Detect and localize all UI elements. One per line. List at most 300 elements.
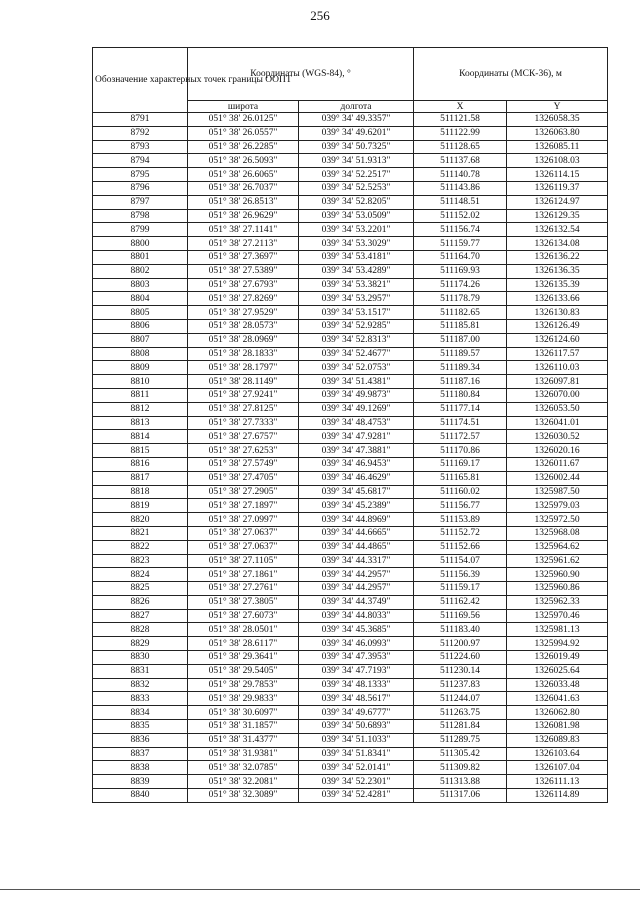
x-cell: 511164.70: [414, 250, 507, 264]
y-cell: 1325962.33: [507, 595, 608, 609]
latitude-cell: 051° 38' 29.9833": [188, 692, 299, 706]
table-row: [93, 375, 608, 389]
table-row: [93, 595, 608, 609]
point-id-cell: 8832: [93, 678, 188, 692]
x-cell: 511178.79: [414, 292, 507, 306]
latitude-cell: 051° 38' 27.3697": [188, 250, 299, 264]
table-row: [93, 402, 608, 416]
longitude-cell: 039° 34' 51.1033": [299, 733, 414, 747]
latitude-cell: 051° 38' 32.3089": [188, 789, 299, 803]
table-row: [93, 250, 608, 264]
latitude-cell: 051° 38' 26.0557": [188, 126, 299, 140]
latitude-cell: 051° 38' 27.2905": [188, 485, 299, 499]
longitude-cell: 039° 34' 51.8341": [299, 747, 414, 761]
table-row: [93, 637, 608, 651]
x-cell: 511170.86: [414, 444, 507, 458]
point-id-cell: 8823: [93, 554, 188, 568]
y-cell: 1325972.50: [507, 513, 608, 527]
latitude-cell: 051° 38' 31.9381": [188, 747, 299, 761]
x-cell: 511174.26: [414, 278, 507, 292]
table-row: [93, 540, 608, 554]
longitude-cell: 039° 34' 45.3685": [299, 623, 414, 637]
y-cell: 1326133.66: [507, 292, 608, 306]
x-cell: 511122.99: [414, 126, 507, 140]
latitude-cell: 051° 38' 31.4377": [188, 733, 299, 747]
y-cell: 1325979.03: [507, 499, 608, 513]
latitude-cell: 051° 38' 27.5749": [188, 457, 299, 471]
longitude-cell: 039° 34' 48.5617": [299, 692, 414, 706]
x-cell: 511187.16: [414, 375, 507, 389]
table-row: [93, 775, 608, 789]
y-cell: 1326020.16: [507, 444, 608, 458]
y-cell: 1326117.57: [507, 347, 608, 361]
point-id-cell: 8826: [93, 595, 188, 609]
header-point-id: Обозначение характерных точек границы ООПТ: [93, 48, 188, 113]
longitude-cell: 039° 34' 53.2201": [299, 223, 414, 237]
x-cell: 511148.51: [414, 195, 507, 209]
y-cell: 1326110.03: [507, 361, 608, 375]
latitude-cell: 051° 38' 27.6253": [188, 444, 299, 458]
point-id-cell: 8824: [93, 568, 188, 582]
point-id-cell: 8798: [93, 209, 188, 223]
footer-divider: [0, 889, 640, 890]
point-id-cell: 8805: [93, 306, 188, 320]
longitude-cell: 039° 34' 44.6665": [299, 526, 414, 540]
x-cell: 511121.58: [414, 113, 507, 127]
latitude-cell: 051° 38' 27.7333": [188, 416, 299, 430]
latitude-cell: 051° 38' 27.4705": [188, 471, 299, 485]
longitude-cell: 039° 34' 49.6201": [299, 126, 414, 140]
latitude-cell: 051° 38' 30.6097": [188, 706, 299, 720]
table-row: [93, 388, 608, 402]
longitude-cell: 039° 34' 44.8969": [299, 513, 414, 527]
longitude-cell: 039° 34' 46.9453": [299, 457, 414, 471]
latitude-cell: 051° 38' 27.6757": [188, 430, 299, 444]
point-id-cell: 8794: [93, 154, 188, 168]
y-cell: 1326108.03: [507, 154, 608, 168]
latitude-cell: 051° 38' 27.9241": [188, 388, 299, 402]
longitude-cell: 039° 34' 44.3317": [299, 554, 414, 568]
y-cell: 1326132.54: [507, 223, 608, 237]
y-cell: 1326081.98: [507, 720, 608, 734]
y-cell: 1326041.01: [507, 416, 608, 430]
point-id-cell: 8839: [93, 775, 188, 789]
longitude-cell: 039° 34' 53.2957": [299, 292, 414, 306]
longitude-cell: 039° 34' 47.3881": [299, 444, 414, 458]
point-id-cell: 8808: [93, 347, 188, 361]
table-row: [93, 582, 608, 596]
subheader-latitude: широта: [188, 101, 299, 113]
point-id-cell: 8817: [93, 471, 188, 485]
point-id-cell: 8815: [93, 444, 188, 458]
x-cell: 511152.02: [414, 209, 507, 223]
table-row: [93, 623, 608, 637]
point-id-cell: 8809: [93, 361, 188, 375]
latitude-cell: 051° 38' 27.5389": [188, 264, 299, 278]
latitude-cell: 051° 38' 31.1857": [188, 720, 299, 734]
point-id-cell: 8830: [93, 651, 188, 665]
x-cell: 511185.81: [414, 319, 507, 333]
latitude-cell: 051° 38' 26.7037": [188, 181, 299, 195]
x-cell: 511189.57: [414, 347, 507, 361]
x-cell: 511317.06: [414, 789, 507, 803]
x-cell: 511172.57: [414, 430, 507, 444]
x-cell: 511174.51: [414, 416, 507, 430]
table-row: [93, 706, 608, 720]
x-cell: 511200.97: [414, 637, 507, 651]
table-row: [93, 678, 608, 692]
table-row: [93, 444, 608, 458]
point-id-cell: 8799: [93, 223, 188, 237]
x-cell: 511169.56: [414, 609, 507, 623]
y-cell: 1326063.80: [507, 126, 608, 140]
latitude-cell: 051° 38' 27.3805": [188, 595, 299, 609]
point-id-cell: 8818: [93, 485, 188, 499]
subheader-longitude: долгота: [299, 101, 414, 113]
y-cell: 1326130.83: [507, 306, 608, 320]
table-row: [93, 237, 608, 251]
point-id-cell: 8795: [93, 168, 188, 182]
table-row: [93, 264, 608, 278]
latitude-cell: 051° 38' 27.9529": [188, 306, 299, 320]
point-id-cell: 8812: [93, 402, 188, 416]
point-id-cell: 8793: [93, 140, 188, 154]
table-row: [93, 278, 608, 292]
point-id-cell: 8838: [93, 761, 188, 775]
y-cell: 1326134.08: [507, 237, 608, 251]
x-cell: 511237.83: [414, 678, 507, 692]
latitude-cell: 051° 38' 29.7853": [188, 678, 299, 692]
longitude-cell: 039° 34' 44.2957": [299, 568, 414, 582]
y-cell: 1326097.81: [507, 375, 608, 389]
x-cell: 511224.60: [414, 651, 507, 665]
y-cell: 1326011.67: [507, 457, 608, 471]
point-id-cell: 8811: [93, 388, 188, 402]
longitude-cell: 039° 34' 52.8313": [299, 333, 414, 347]
longitude-cell: 039° 34' 44.3749": [299, 595, 414, 609]
table-header-row: [93, 48, 608, 101]
longitude-cell: 039° 34' 49.3357": [299, 113, 414, 127]
longitude-cell: 039° 34' 50.7325": [299, 140, 414, 154]
table-row: [93, 168, 608, 182]
latitude-cell: 051° 38' 27.0637": [188, 526, 299, 540]
point-id-cell: 8814: [93, 430, 188, 444]
latitude-cell: 051° 38' 28.1797": [188, 361, 299, 375]
latitude-cell: 051° 38' 27.0637": [188, 540, 299, 554]
subheader-y: Y: [507, 101, 608, 113]
y-cell: 1326119.37: [507, 181, 608, 195]
longitude-cell: 039° 34' 52.2301": [299, 775, 414, 789]
longitude-cell: 039° 34' 53.3821": [299, 278, 414, 292]
point-id-cell: 8803: [93, 278, 188, 292]
latitude-cell: 051° 38' 27.6073": [188, 609, 299, 623]
coordinates-table: [92, 47, 608, 803]
longitude-cell: 039° 34' 49.6777": [299, 706, 414, 720]
x-cell: 511152.66: [414, 540, 507, 554]
point-id-cell: 8792: [93, 126, 188, 140]
point-id-cell: 8819: [93, 499, 188, 513]
latitude-cell: 051° 38' 26.6065": [188, 168, 299, 182]
latitude-cell: 051° 38' 29.3641": [188, 651, 299, 665]
x-cell: 511162.42: [414, 595, 507, 609]
x-cell: 511137.68: [414, 154, 507, 168]
longitude-cell: 039° 34' 47.9281": [299, 430, 414, 444]
latitude-cell: 051° 38' 28.0501": [188, 623, 299, 637]
longitude-cell: 039° 34' 51.4381": [299, 375, 414, 389]
longitude-cell: 039° 34' 44.2957": [299, 582, 414, 596]
latitude-cell: 051° 38' 27.8269": [188, 292, 299, 306]
point-id-cell: 8807: [93, 333, 188, 347]
longitude-cell: 039° 34' 53.4181": [299, 250, 414, 264]
latitude-cell: 051° 38' 28.6117": [188, 637, 299, 651]
table-row: [93, 513, 608, 527]
x-cell: 511177.14: [414, 402, 507, 416]
y-cell: 1326089.83: [507, 733, 608, 747]
table-row: [93, 733, 608, 747]
table-row: [93, 568, 608, 582]
longitude-cell: 039° 34' 52.0141": [299, 761, 414, 775]
longitude-cell: 039° 34' 49.1269": [299, 402, 414, 416]
point-id-cell: 8804: [93, 292, 188, 306]
y-cell: 1325961.62: [507, 554, 608, 568]
x-cell: 511309.82: [414, 761, 507, 775]
y-cell: 1326025.64: [507, 664, 608, 678]
table-row: [93, 416, 608, 430]
longitude-cell: 039° 34' 52.9285": [299, 319, 414, 333]
point-id-cell: 8800: [93, 237, 188, 251]
point-id-cell: 8791: [93, 113, 188, 127]
longitude-cell: 039° 34' 47.3953": [299, 651, 414, 665]
table-row: [93, 609, 608, 623]
x-cell: 511182.65: [414, 306, 507, 320]
latitude-cell: 051° 38' 27.2113": [188, 237, 299, 251]
point-id-cell: 8827: [93, 609, 188, 623]
table-row: [93, 692, 608, 706]
x-cell: 511159.77: [414, 237, 507, 251]
y-cell: 1325968.08: [507, 526, 608, 540]
y-cell: 1326053.50: [507, 402, 608, 416]
latitude-cell: 051° 38' 27.8125": [188, 402, 299, 416]
longitude-cell: 039° 34' 51.9313": [299, 154, 414, 168]
longitude-cell: 039° 34' 48.4753": [299, 416, 414, 430]
y-cell: 1326135.39: [507, 278, 608, 292]
y-cell: 1326103.64: [507, 747, 608, 761]
y-cell: 1326129.35: [507, 209, 608, 223]
point-id-cell: 8822: [93, 540, 188, 554]
y-cell: 1326030.52: [507, 430, 608, 444]
longitude-cell: 039° 34' 45.6817": [299, 485, 414, 499]
y-cell: 1325981.13: [507, 623, 608, 637]
point-id-cell: 8834: [93, 706, 188, 720]
latitude-cell: 051° 38' 27.2761": [188, 582, 299, 596]
page-number: 256: [310, 8, 330, 23]
x-cell: 511289.75: [414, 733, 507, 747]
table-row: [93, 664, 608, 678]
x-cell: 511230.14: [414, 664, 507, 678]
x-cell: 511165.81: [414, 471, 507, 485]
point-id-cell: 8821: [93, 526, 188, 540]
y-cell: 1326107.04: [507, 761, 608, 775]
table-row: [93, 485, 608, 499]
x-cell: 511160.02: [414, 485, 507, 499]
table-row: [93, 430, 608, 444]
table-row: [93, 526, 608, 540]
y-cell: 1326002.44: [507, 471, 608, 485]
longitude-cell: 039° 34' 48.1333": [299, 678, 414, 692]
point-id-cell: 8802: [93, 264, 188, 278]
x-cell: 511169.93: [414, 264, 507, 278]
x-cell: 511156.39: [414, 568, 507, 582]
x-cell: 511244.07: [414, 692, 507, 706]
latitude-cell: 051° 38' 28.1833": [188, 347, 299, 361]
table-row: [93, 347, 608, 361]
y-cell: 1325960.86: [507, 582, 608, 596]
x-cell: 511156.74: [414, 223, 507, 237]
longitude-cell: 039° 34' 52.4281": [299, 789, 414, 803]
point-id-cell: 8833: [93, 692, 188, 706]
y-cell: 1326114.89: [507, 789, 608, 803]
y-cell: 1326058.35: [507, 113, 608, 127]
point-id-cell: 8825: [93, 582, 188, 596]
latitude-cell: 051° 38' 32.2081": [188, 775, 299, 789]
longitude-cell: 039° 34' 46.4629": [299, 471, 414, 485]
longitude-cell: 039° 34' 52.0753": [299, 361, 414, 375]
longitude-cell: 039° 34' 53.4289": [299, 264, 414, 278]
y-cell: 1326033.48: [507, 678, 608, 692]
latitude-cell: 051° 38' 27.1897": [188, 499, 299, 513]
latitude-cell: 051° 38' 26.0125": [188, 113, 299, 127]
point-id-cell: 8813: [93, 416, 188, 430]
table-row: [93, 789, 608, 803]
table-row: [93, 720, 608, 734]
y-cell: 1326124.97: [507, 195, 608, 209]
point-id-cell: 8801: [93, 250, 188, 264]
longitude-cell: 039° 34' 44.8033": [299, 609, 414, 623]
point-id-cell: 8840: [93, 789, 188, 803]
latitude-cell: 051° 38' 28.0573": [188, 319, 299, 333]
x-cell: 511263.75: [414, 706, 507, 720]
table-row: [93, 499, 608, 513]
y-cell: 1325964.62: [507, 540, 608, 554]
x-cell: 511169.17: [414, 457, 507, 471]
table-row: [93, 292, 608, 306]
y-cell: 1325970.46: [507, 609, 608, 623]
table-row: [93, 747, 608, 761]
x-cell: 511153.89: [414, 513, 507, 527]
point-id-cell: 8797: [93, 195, 188, 209]
table-row: [93, 761, 608, 775]
latitude-cell: 051° 38' 27.6793": [188, 278, 299, 292]
table-row: [93, 223, 608, 237]
table-body: [93, 113, 608, 803]
y-cell: 1325960.90: [507, 568, 608, 582]
x-cell: 511143.86: [414, 181, 507, 195]
latitude-cell: 051° 38' 28.0969": [188, 333, 299, 347]
x-cell: 511152.72: [414, 526, 507, 540]
latitude-cell: 051° 38' 27.0997": [188, 513, 299, 527]
latitude-cell: 051° 38' 26.2285": [188, 140, 299, 154]
longitude-cell: 039° 34' 53.3029": [299, 237, 414, 251]
table-row: [93, 126, 608, 140]
point-id-cell: 8829: [93, 637, 188, 651]
table-row: [93, 319, 608, 333]
y-cell: 1326114.15: [507, 168, 608, 182]
longitude-cell: 039° 34' 49.9873": [299, 388, 414, 402]
x-cell: 511313.88: [414, 775, 507, 789]
table-row: [93, 195, 608, 209]
y-cell: 1326136.35: [507, 264, 608, 278]
longitude-cell: 039° 34' 52.8205": [299, 195, 414, 209]
y-cell: 1326136.22: [507, 250, 608, 264]
latitude-cell: 051° 38' 27.1141": [188, 223, 299, 237]
latitude-cell: 051° 38' 27.1105": [188, 554, 299, 568]
longitude-cell: 039° 34' 45.2389": [299, 499, 414, 513]
x-cell: 511140.78: [414, 168, 507, 182]
x-cell: 511189.34: [414, 361, 507, 375]
y-cell: 1325994.92: [507, 637, 608, 651]
x-cell: 511187.00: [414, 333, 507, 347]
table-row: [93, 306, 608, 320]
table-row: [93, 457, 608, 471]
y-cell: 1326085.11: [507, 140, 608, 154]
x-cell: 511156.77: [414, 499, 507, 513]
longitude-cell: 039° 34' 47.7193": [299, 664, 414, 678]
point-id-cell: 8796: [93, 181, 188, 195]
y-cell: 1326019.49: [507, 651, 608, 665]
latitude-cell: 051° 38' 27.1861": [188, 568, 299, 582]
x-cell: 511183.40: [414, 623, 507, 637]
x-cell: 511128.65: [414, 140, 507, 154]
longitude-cell: 039° 34' 52.5253": [299, 181, 414, 195]
table-row: [93, 361, 608, 375]
table-row: [93, 209, 608, 223]
latitude-cell: 051° 38' 26.9629": [188, 209, 299, 223]
latitude-cell: 051° 38' 26.5093": [188, 154, 299, 168]
y-cell: 1326062.80: [507, 706, 608, 720]
table-row: [93, 113, 608, 127]
x-cell: 511305.42: [414, 747, 507, 761]
longitude-cell: 039° 34' 53.1517": [299, 306, 414, 320]
point-id-cell: 8828: [93, 623, 188, 637]
point-id-cell: 8831: [93, 664, 188, 678]
table-row: [93, 471, 608, 485]
latitude-cell: 051° 38' 32.0785": [188, 761, 299, 775]
header-wgs84: Координаты (WGS-84), °: [188, 48, 414, 101]
table-row: [93, 333, 608, 347]
y-cell: 1326126.49: [507, 319, 608, 333]
x-cell: 511154.07: [414, 554, 507, 568]
table-row: [93, 181, 608, 195]
latitude-cell: 051° 38' 28.1149": [188, 375, 299, 389]
table-row: [93, 154, 608, 168]
point-id-cell: 8820: [93, 513, 188, 527]
y-cell: 1326111.13: [507, 775, 608, 789]
x-cell: 511180.84: [414, 388, 507, 402]
longitude-cell: 039° 34' 52.2517": [299, 168, 414, 182]
latitude-cell: 051° 38' 26.8513": [188, 195, 299, 209]
subheader-x: X: [414, 101, 507, 113]
x-cell: 511159.17: [414, 582, 507, 596]
longitude-cell: 039° 34' 52.4677": [299, 347, 414, 361]
longitude-cell: 039° 34' 46.0993": [299, 637, 414, 651]
point-id-cell: 8816: [93, 457, 188, 471]
latitude-cell: 051° 38' 29.5405": [188, 664, 299, 678]
y-cell: 1326070.00: [507, 388, 608, 402]
table-row: [93, 651, 608, 665]
x-cell: 511281.84: [414, 720, 507, 734]
point-id-cell: 8836: [93, 733, 188, 747]
longitude-cell: 039° 34' 50.6893": [299, 720, 414, 734]
